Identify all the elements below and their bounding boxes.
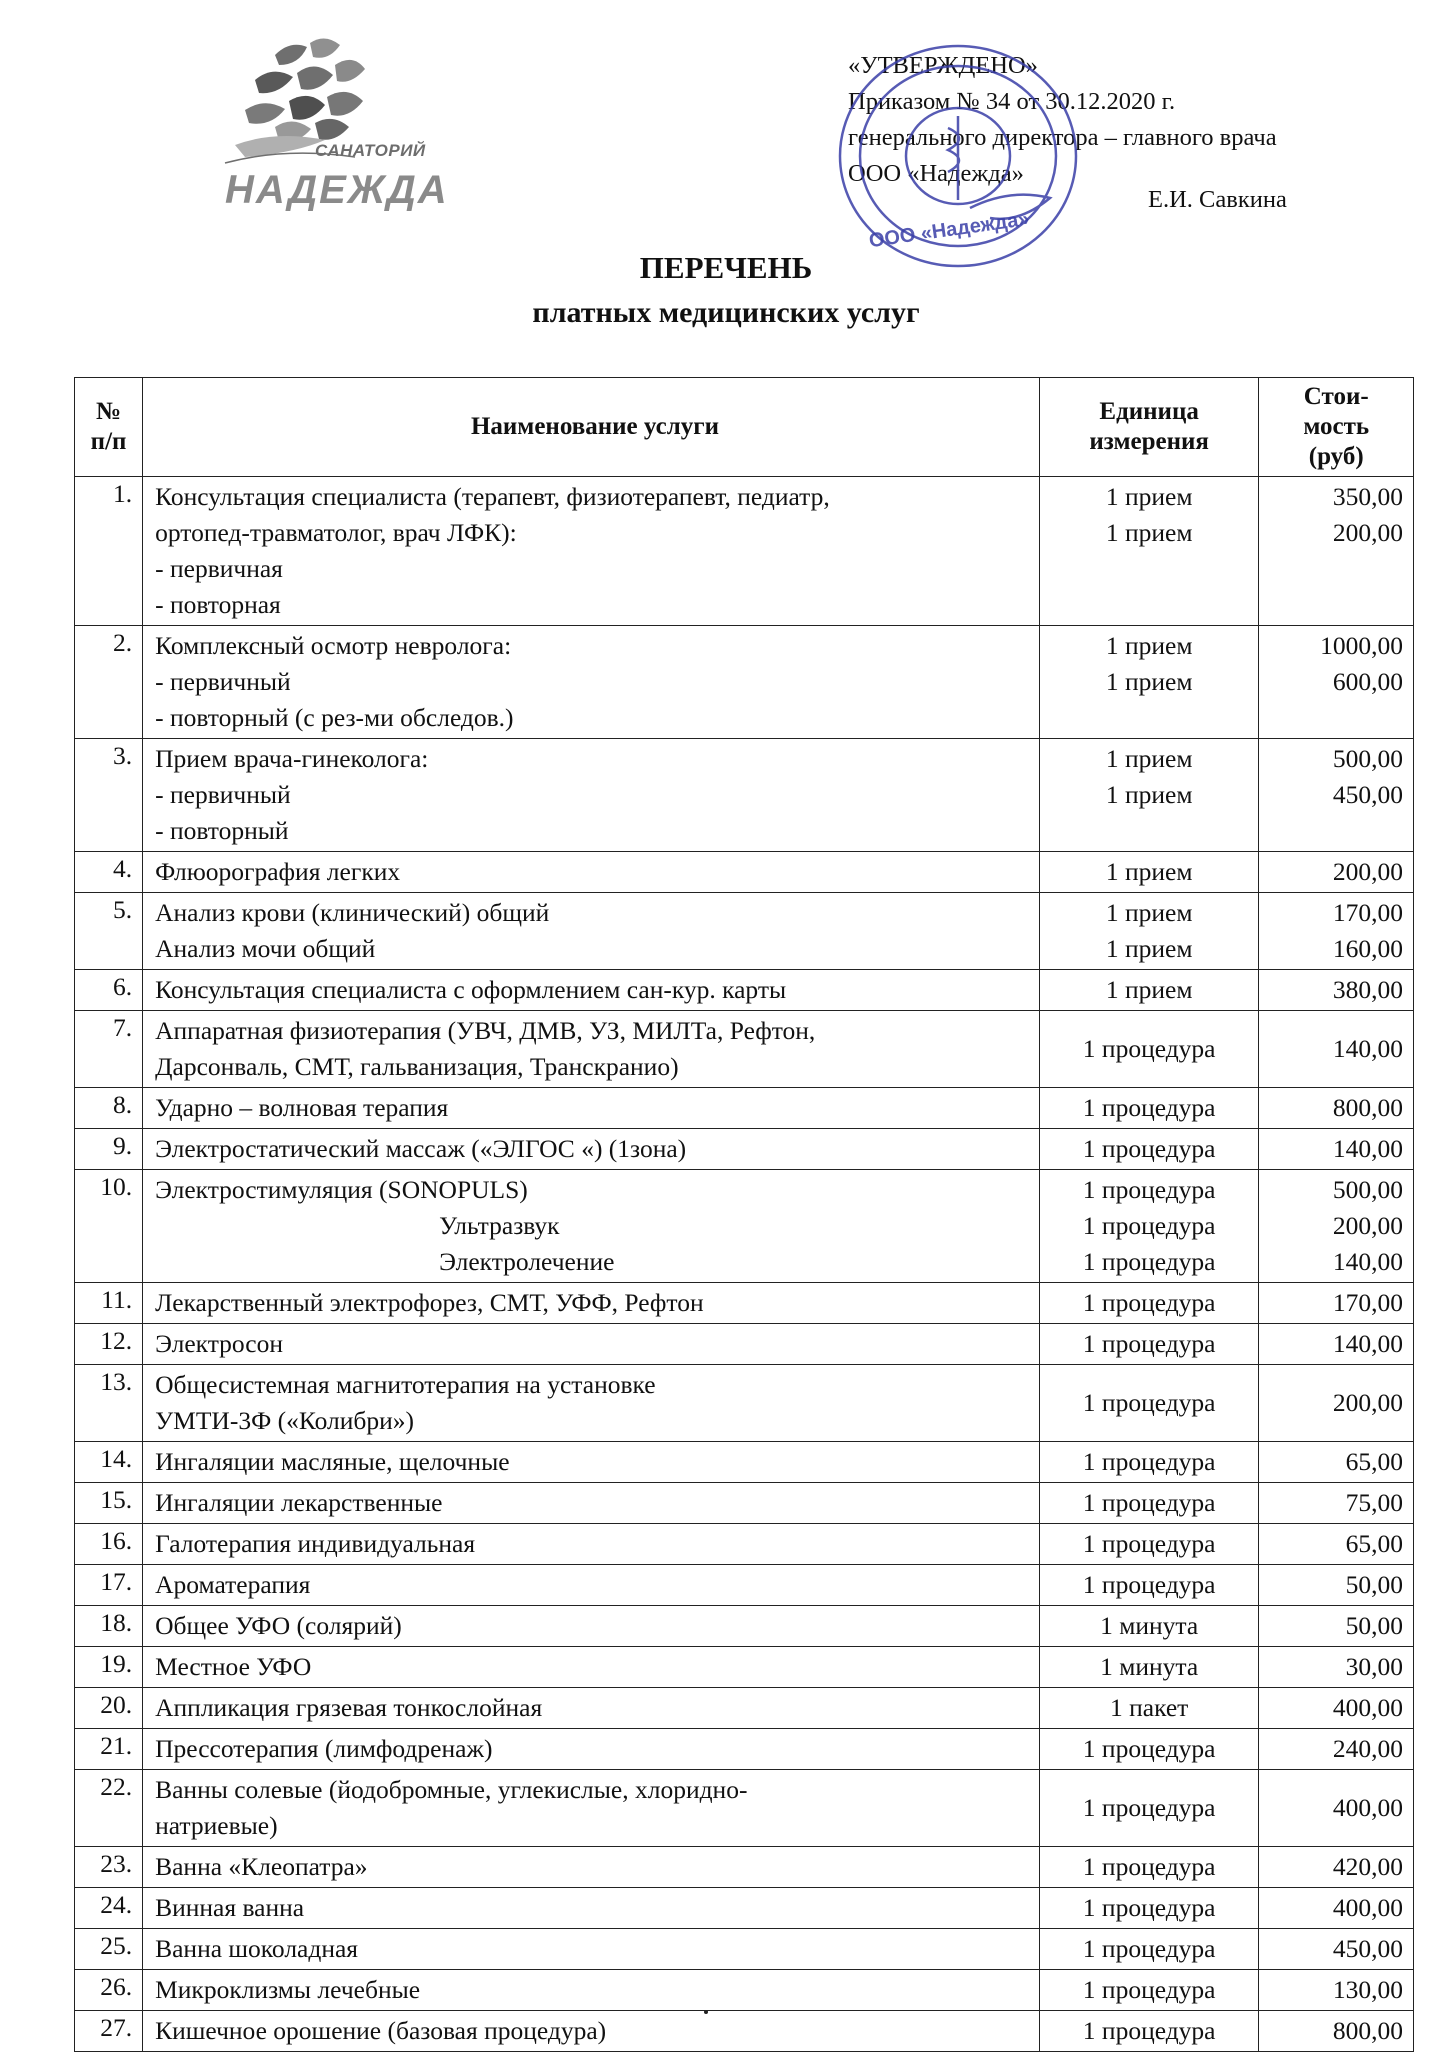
cost-line: 400,00: [1332, 1693, 1403, 1722]
table-row: [75, 2011, 1414, 2052]
service-unit: [1039, 1606, 1259, 1647]
unit-line: 1 процедура: [1082, 1793, 1216, 1822]
cost-line: 75,00: [1345, 1488, 1403, 1517]
service-cost: [1259, 1688, 1414, 1729]
service-name-line: - первичный: [155, 780, 291, 809]
service-unit: [1039, 1088, 1259, 1129]
table-row: [75, 852, 1414, 893]
service-cost: [1259, 1011, 1414, 1088]
service-name-line: Ингаляции масляные, щелочные: [155, 1447, 510, 1476]
service-unit: [1039, 1770, 1259, 1847]
service-name: [143, 1647, 1040, 1688]
row-number: 2.: [75, 626, 143, 739]
service-name-line: УМТИ-3Ф («Колибри»): [155, 1406, 414, 1435]
service-name: [143, 1483, 1040, 1524]
logo-name: НАДЕЖДА: [225, 168, 449, 212]
service-cost: [1259, 1524, 1414, 1565]
row-number: 19.: [75, 1647, 143, 1688]
cost-line: 500,00: [1332, 744, 1403, 773]
approval-line: Приказом № 34 от 30.12.2020 г.: [848, 88, 1176, 115]
unit-line: 1 процедура: [1082, 1570, 1216, 1599]
service-name: [143, 1088, 1040, 1129]
cost-line: 450,00: [1332, 1934, 1403, 1963]
row-number: 12.: [75, 1324, 143, 1365]
service-name: [143, 1770, 1040, 1847]
row-number: 11.: [75, 1283, 143, 1324]
service-name-line: Консультация специалиста (терапевт, физиотерапевт, педиатр,: [155, 482, 830, 511]
service-name: [143, 1011, 1040, 1088]
service-name-line: Местное УФО: [155, 1652, 312, 1681]
unit-line: 1 процедура: [1082, 1288, 1216, 1317]
cost-line: 200,00: [1332, 1388, 1403, 1417]
cost-line: 65,00: [1345, 1529, 1403, 1558]
table-row: [75, 1565, 1414, 1606]
table-row: [75, 1888, 1414, 1929]
service-name: [143, 1442, 1040, 1483]
service-name: [143, 1929, 1040, 1970]
cost-line: 140,00: [1332, 1134, 1403, 1163]
service-name-line: Анализ мочи общий: [155, 934, 376, 963]
service-name: [143, 1970, 1040, 2011]
unit-line: 1 процедура: [1082, 1388, 1216, 1417]
cost-line: 800,00: [1332, 1093, 1403, 1122]
row-number: 18.: [75, 1606, 143, 1647]
service-name-line: Лекарственный электрофорез, СМТ, УФФ, Рефтон: [155, 1288, 704, 1317]
cost-line: 500,00: [1332, 1175, 1403, 1204]
service-unit: [1039, 1170, 1259, 1283]
unit-line: 1 процедура: [1082, 2016, 1216, 2045]
services-table: [74, 377, 1414, 2052]
cost-line: 600,00: [1332, 667, 1403, 696]
table-row: [75, 1129, 1414, 1170]
unit-line: 1 прием: [1105, 667, 1193, 696]
service-name-line: - повторный: [155, 816, 289, 845]
service-name: [143, 1688, 1040, 1729]
approval-line: ООО «Надежда»: [848, 160, 1024, 187]
service-name: [143, 2011, 1040, 2052]
cost-line: 50,00: [1345, 1611, 1403, 1640]
unit-line: 1 процедура: [1082, 1247, 1216, 1276]
table-row: [75, 1170, 1414, 1283]
service-name: [143, 1170, 1040, 1283]
service-name-line: Электростатический массаж («ЭЛГОС «) (1зона): [155, 1134, 687, 1163]
service-name-line: Аппаратная физиотерапия (УВЧ, ДМВ, УЗ, МИЛТа, Рефтон,: [155, 1016, 816, 1045]
unit-line: 1 процедура: [1082, 1093, 1216, 1122]
table-row: [75, 1606, 1414, 1647]
row-number: 25.: [75, 1929, 143, 1970]
row-number: 13.: [75, 1365, 143, 1442]
service-name: [143, 852, 1040, 893]
service-name-line: Комплексный осмотр невролога:: [155, 631, 512, 660]
service-name-line: Ультразвук: [439, 1211, 560, 1240]
service-name-line: Общее УФО (солярий): [155, 1611, 402, 1640]
stamp-seal: [820, 38, 1100, 278]
service-unit: [1039, 970, 1259, 1011]
unit-line: 1 процедура: [1082, 1329, 1216, 1358]
cost-line: 170,00: [1332, 1288, 1403, 1317]
page-subtitle: платных медицинских услуг: [532, 296, 920, 329]
service-unit: [1039, 2011, 1259, 2052]
signer-name: Е.И. Савкина: [1148, 186, 1287, 213]
service-name: [143, 1606, 1040, 1647]
row-number: 3.: [75, 739, 143, 852]
service-unit: [1039, 1847, 1259, 1888]
unit-line: 1 пакет: [1110, 1693, 1189, 1722]
header-name: Наименование услуги: [143, 378, 1040, 477]
row-number: 14.: [75, 1442, 143, 1483]
service-unit: [1039, 1442, 1259, 1483]
unit-line: 1 процедура: [1082, 1975, 1216, 2004]
cost-line: 450,00: [1332, 780, 1403, 809]
cost-line: 50,00: [1345, 1570, 1403, 1599]
service-name: [143, 1365, 1040, 1442]
cost-line: 240,00: [1332, 1734, 1403, 1763]
service-cost: [1259, 1442, 1414, 1483]
unit-line: 1 процедура: [1082, 1175, 1216, 1204]
table-row: [75, 1647, 1414, 1688]
table-row: [75, 1688, 1414, 1729]
table-row: [75, 1729, 1414, 1770]
service-unit: [1039, 1324, 1259, 1365]
unit-line: 1 минута: [1100, 1611, 1199, 1640]
service-cost: [1259, 1729, 1414, 1770]
row-number: 8.: [75, 1088, 143, 1129]
service-name-line: Общесистемная магнитотерапия на установке: [155, 1370, 656, 1399]
service-name-line: - повторный (с рез-ми обследов.): [155, 703, 514, 732]
table-row: [75, 1011, 1414, 1088]
header-cost: [1259, 378, 1414, 477]
header-num-line: №: [95, 398, 122, 425]
service-unit: [1039, 739, 1259, 852]
unit-line: 1 прием: [1105, 780, 1193, 809]
service-name: [143, 1324, 1040, 1365]
service-cost: [1259, 852, 1414, 893]
header-cost-line: Стои-: [1303, 383, 1369, 410]
service-unit: [1039, 1365, 1259, 1442]
service-name-line: Микроклизмы лечебные: [155, 1975, 421, 2004]
service-cost: [1259, 1565, 1414, 1606]
unit-line: 1 минута: [1100, 1652, 1199, 1681]
row-number: 6.: [75, 970, 143, 1011]
row-number: 4.: [75, 852, 143, 893]
row-number: 5.: [75, 893, 143, 970]
service-name-line: Ванна «Клеопатра»: [155, 1852, 368, 1881]
service-cost: [1259, 2011, 1414, 2052]
service-unit: [1039, 1888, 1259, 1929]
unit-line: 1 прием: [1105, 744, 1193, 773]
page-mark: [704, 2010, 708, 2014]
service-name-line: Аппликация грязевая тонкослойная: [155, 1693, 543, 1722]
approval-line: «УТВЕРЖДЕНО»: [848, 52, 1038, 79]
table-row: [75, 1324, 1414, 1365]
row-number: 1.: [75, 477, 143, 626]
service-unit: [1039, 626, 1259, 739]
table-row: [75, 1524, 1414, 1565]
header-unit-line: измерения: [1089, 428, 1209, 455]
service-name-line: Флюорография легких: [155, 857, 401, 886]
service-name-line: - повторная: [155, 590, 281, 619]
service-name: [143, 893, 1040, 970]
stamp-text: ООО «Надежда»: [867, 207, 1031, 253]
header-num-line: п/п: [90, 428, 127, 455]
service-name-line: Ингаляции лекарственные: [155, 1488, 443, 1517]
unit-line: 1 прием: [1105, 898, 1193, 927]
row-number: 20.: [75, 1688, 143, 1729]
table-header-row: [75, 378, 1414, 477]
row-number: 27.: [75, 2011, 143, 2052]
service-unit: [1039, 1929, 1259, 1970]
service-name-line: Ароматерапия: [155, 1570, 311, 1599]
service-name: [143, 739, 1040, 852]
service-name: [143, 626, 1040, 739]
service-cost: [1259, 1770, 1414, 1847]
cost-line: 140,00: [1332, 1034, 1403, 1063]
table-row: [75, 970, 1414, 1011]
service-name: [143, 1565, 1040, 1606]
service-name-line: Прием врача-гинеколога:: [155, 744, 429, 773]
service-name-line: Консультация специалиста с оформлением сан-кур. карты: [155, 975, 787, 1004]
unit-line: 1 прием: [1105, 482, 1193, 511]
cost-line: 170,00: [1332, 898, 1403, 927]
row-number: 16.: [75, 1524, 143, 1565]
unit-line: 1 процедура: [1082, 1034, 1216, 1063]
cost-line: 65,00: [1345, 1447, 1403, 1476]
unit-line: 1 процедура: [1082, 1852, 1216, 1881]
cost-line: 200,00: [1332, 1211, 1403, 1240]
table-row: [75, 1088, 1414, 1129]
approval-line: генерального директора – главного врача: [848, 124, 1277, 151]
unit-line: 1 процедура: [1082, 1934, 1216, 1963]
service-unit: [1039, 1524, 1259, 1565]
service-name: [143, 1524, 1040, 1565]
cost-line: 200,00: [1332, 518, 1403, 547]
service-name-line: Кишечное орошение (базовая процедура): [155, 2016, 607, 2045]
unit-line: 1 процедура: [1082, 1893, 1216, 1922]
service-name-line: Галотерапия индивидуальная: [155, 1529, 476, 1558]
cost-line: 200,00: [1332, 857, 1403, 886]
service-name: [143, 1888, 1040, 1929]
header-unit: [1039, 378, 1259, 477]
service-name-line: Винная ванна: [155, 1893, 305, 1922]
unit-line: 1 прием: [1105, 857, 1193, 886]
service-unit: [1039, 1729, 1259, 1770]
service-cost: [1259, 1129, 1414, 1170]
service-cost: [1259, 477, 1414, 626]
page-title: ПЕРЕЧЕНЬ: [639, 250, 813, 285]
table-row: [75, 739, 1414, 852]
row-number: 21.: [75, 1729, 143, 1770]
service-cost: [1259, 970, 1414, 1011]
service-cost: [1259, 893, 1414, 970]
service-name-line: ортопед-травматолог, врач ЛФК):: [155, 518, 517, 547]
service-name-line: Электросон: [155, 1329, 284, 1358]
table-row: [75, 893, 1414, 970]
unit-line: 1 прием: [1105, 934, 1193, 963]
unit-line: 1 прием: [1105, 975, 1193, 1004]
unit-line: 1 процедура: [1082, 1529, 1216, 1558]
row-number: 23.: [75, 1847, 143, 1888]
row-number: 9.: [75, 1129, 143, 1170]
service-name: [143, 970, 1040, 1011]
service-cost: [1259, 1647, 1414, 1688]
table-row: [75, 1770, 1414, 1847]
service-name-line: Ванны солевые (йодобромные, углекислые, хлоридно-: [155, 1775, 748, 1804]
cost-line: 350,00: [1332, 482, 1403, 511]
cost-line: 140,00: [1332, 1247, 1403, 1276]
service-name-line: - первичный: [155, 667, 291, 696]
service-name-line: Дарсонваль, СМТ, гальванизация, Транскранио): [155, 1052, 679, 1081]
unit-line: 1 процедура: [1082, 1211, 1216, 1240]
cost-line: 400,00: [1332, 1893, 1403, 1922]
service-cost: [1259, 1365, 1414, 1442]
service-unit: [1039, 1565, 1259, 1606]
service-unit: [1039, 1688, 1259, 1729]
service-cost: [1259, 1888, 1414, 1929]
service-name-line: натриевые): [155, 1811, 278, 1840]
service-unit: [1039, 1129, 1259, 1170]
cost-line: 30,00: [1345, 1652, 1403, 1681]
service-name: [143, 1283, 1040, 1324]
table-row: [75, 1970, 1414, 2011]
table-row: [75, 1442, 1414, 1483]
service-name-line: Электростимуляция (SONOPULS): [155, 1175, 528, 1204]
header-unit-line: Единица: [1099, 398, 1199, 425]
row-number: 15.: [75, 1483, 143, 1524]
service-cost: [1259, 1324, 1414, 1365]
service-cost: [1259, 1170, 1414, 1283]
unit-line: 1 процедура: [1082, 1734, 1216, 1763]
service-name: [143, 1847, 1040, 1888]
service-cost: [1259, 1847, 1414, 1888]
service-cost: [1259, 1606, 1414, 1647]
cost-line: 160,00: [1332, 934, 1403, 963]
service-name: [143, 1729, 1040, 1770]
table-row: [75, 1283, 1414, 1324]
row-number: 26.: [75, 1970, 143, 2011]
cost-line: 800,00: [1332, 2016, 1403, 2045]
service-cost: [1259, 739, 1414, 852]
service-unit: [1039, 1283, 1259, 1324]
cost-line: 380,00: [1332, 975, 1403, 1004]
service-cost: [1259, 1929, 1414, 1970]
service-name: [143, 477, 1040, 626]
unit-line: 1 процедура: [1082, 1488, 1216, 1517]
cost-line: 1000,00: [1320, 631, 1403, 660]
header-num: [75, 378, 143, 477]
service-unit: [1039, 1647, 1259, 1688]
unit-line: 1 прием: [1105, 631, 1193, 660]
table-row: [75, 1483, 1414, 1524]
service-name-line: Ванна шоколадная: [155, 1934, 359, 1963]
cost-line: 130,00: [1332, 1975, 1403, 2004]
service-unit: [1039, 893, 1259, 970]
cost-line: 140,00: [1332, 1329, 1403, 1358]
service-unit: [1039, 1970, 1259, 2011]
service-name-line: Прессотерапия (лимфодренаж): [155, 1734, 493, 1763]
row-number: 17.: [75, 1565, 143, 1606]
header-cost-line: (руб): [1308, 443, 1364, 470]
table-row: [75, 1929, 1414, 1970]
logo-subtitle: САНАТОРИЙ: [315, 141, 426, 160]
row-number: 7.: [75, 1011, 143, 1088]
table-row: [75, 1847, 1414, 1888]
service-cost: [1259, 1483, 1414, 1524]
service-cost: [1259, 1088, 1414, 1129]
service-cost: [1259, 1283, 1414, 1324]
service-name-line: Анализ крови (клинический) общий: [155, 898, 550, 927]
service-name: [143, 1129, 1040, 1170]
unit-line: 1 процедура: [1082, 1134, 1216, 1163]
row-number: 24.: [75, 1888, 143, 1929]
cost-line: 420,00: [1332, 1852, 1403, 1881]
service-name-line: Ударно – волновая терапия: [155, 1093, 449, 1122]
unit-line: 1 прием: [1105, 518, 1193, 547]
cost-line: 400,00: [1332, 1793, 1403, 1822]
table-row: [75, 1365, 1414, 1442]
service-unit: [1039, 1483, 1259, 1524]
header-cost-line: мость: [1303, 413, 1370, 440]
unit-line: 1 процедура: [1082, 1447, 1216, 1476]
service-cost: [1259, 1970, 1414, 2011]
service-unit: [1039, 477, 1259, 626]
service-unit: [1039, 852, 1259, 893]
service-name-line: Электролечение: [439, 1247, 615, 1276]
table-row: [75, 626, 1414, 739]
service-cost: [1259, 626, 1414, 739]
row-number: 22.: [75, 1770, 143, 1847]
row-number: 10.: [75, 1170, 143, 1283]
service-name-line: - первичная: [155, 554, 283, 583]
table-row: [75, 477, 1414, 626]
service-unit: [1039, 1011, 1259, 1088]
